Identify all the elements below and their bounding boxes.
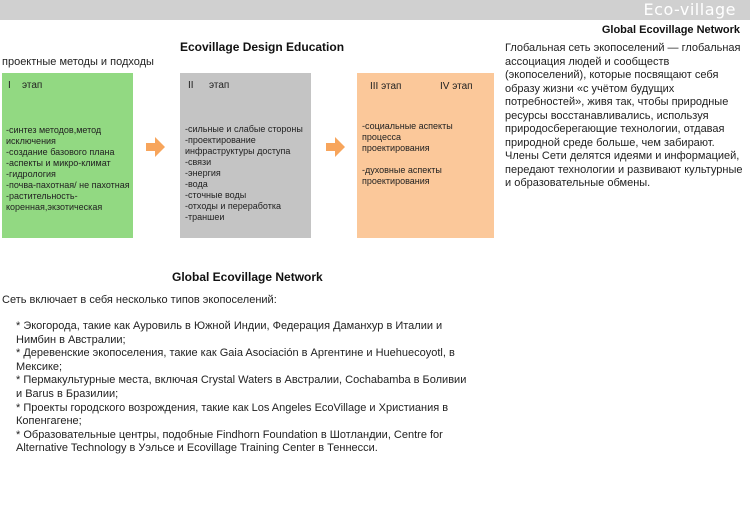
top-banner [0, 0, 750, 20]
stage-1-item: исключения [6, 136, 56, 146]
stage-3-box [357, 73, 494, 238]
education-subtitle: проектные методы и подходы [2, 56, 154, 68]
stage-1-numeral: I [8, 80, 11, 91]
stage-2-item: -связи [185, 157, 212, 167]
list-item: * Проекты городского возрождения, такие как Los Angeles EcoVillage и Христиания в Копенгагене; [16, 401, 449, 428]
stage-2-box [180, 73, 311, 238]
ecovillage-types-list [2, 320, 472, 456]
network-title: Global Ecovillage Network [601, 24, 740, 36]
stage-3-label: III этап [370, 81, 402, 92]
stage-2-item: -траншеи [185, 212, 225, 222]
stage-3-list [362, 121, 494, 187]
brand-title: Eco-village [643, 0, 736, 19]
arrow-right-icon [326, 136, 346, 158]
stage-3-item: -духовные аспекты [362, 165, 442, 175]
stage-1-item: -растительность- [6, 191, 78, 201]
list-item: * Деревенские экопоселения, такие как Gaia Asociación в Аргентине и Huehuecoyotl, в Мексике; [16, 347, 455, 373]
network-description: Глобальная сеть экопоселений — глобальная ассоциация людей и сообществ (экопоселений), которые посвящают себя образу жизни «с учётом будущих потребностей», живя так, чтобы природные ресурсы восстанавливались, используя природосберегающие технологии, отдавая природной среде больше, чем забирают. Члены Сети делятся идеями и информацией, передают технологии и развивают культурные и образовательные обмены. [505, 42, 743, 189]
stage-2-item: -сточные воды [185, 190, 247, 200]
stage-3-item [362, 154, 494, 165]
stage-2-item: -энергия [185, 168, 221, 178]
arrow-right-icon [146, 136, 166, 158]
stage-1-item: -гидрология [6, 169, 56, 179]
stage-2-item: -сильные и слабые стороны [185, 124, 303, 134]
stage-1-item: коренная,экзотическая [6, 202, 103, 212]
network-intro: Сеть включает в себя несколько типов экопоселений: [2, 294, 277, 306]
stage-3-item: -социальные аспекты процесса [362, 121, 453, 142]
education-title: Ecovillage Design Education [180, 40, 345, 54]
stage-2-item: -вода [185, 179, 208, 189]
stage-2-item: -отходы и переработка [185, 201, 282, 211]
stage-1-item: -почва-пахотная/ не пахотная [6, 180, 130, 190]
stage-2-item: инфраструктуры доступа [185, 146, 291, 156]
network-section-title: Global Ecovillage Network [172, 270, 323, 284]
stage-1-list [6, 125, 130, 213]
list-item: * Пермакультурные места, включая Crystal Waters в Австралии, Cochabamba в Боливии и Barus в Бразилии; [16, 374, 467, 400]
stage-2-numeral: II [188, 80, 194, 91]
stage-2-item: -проектирование [185, 135, 256, 145]
stage-1-box [2, 73, 133, 238]
stage-4-label: IV этап [440, 81, 473, 92]
stage-1-item: -аспекты и микро-климат [6, 158, 111, 168]
stage-3-item: проектирования [362, 176, 430, 186]
stage-1-item: -создание базового плана [6, 147, 115, 157]
stage-3-item: проектирования [362, 143, 430, 153]
stage-1-label: этап [22, 80, 43, 91]
stage-2-list [185, 124, 303, 223]
list-item: * Образовательные центры, подобные Findhorn Foundation в Шотландии, Centre for Alternative Technology в Уэльсе и Ecovillage Training Center в Теннесси. [16, 428, 443, 455]
list-item: * Экогорода, такие как Ауровиль в Южной Индии, Федерация Даманхур в Италии и Нимбин в Австралии; [16, 320, 443, 346]
stage-1-item: -синтез методов,метод [6, 125, 102, 135]
stage-2-label: этап [209, 80, 230, 91]
